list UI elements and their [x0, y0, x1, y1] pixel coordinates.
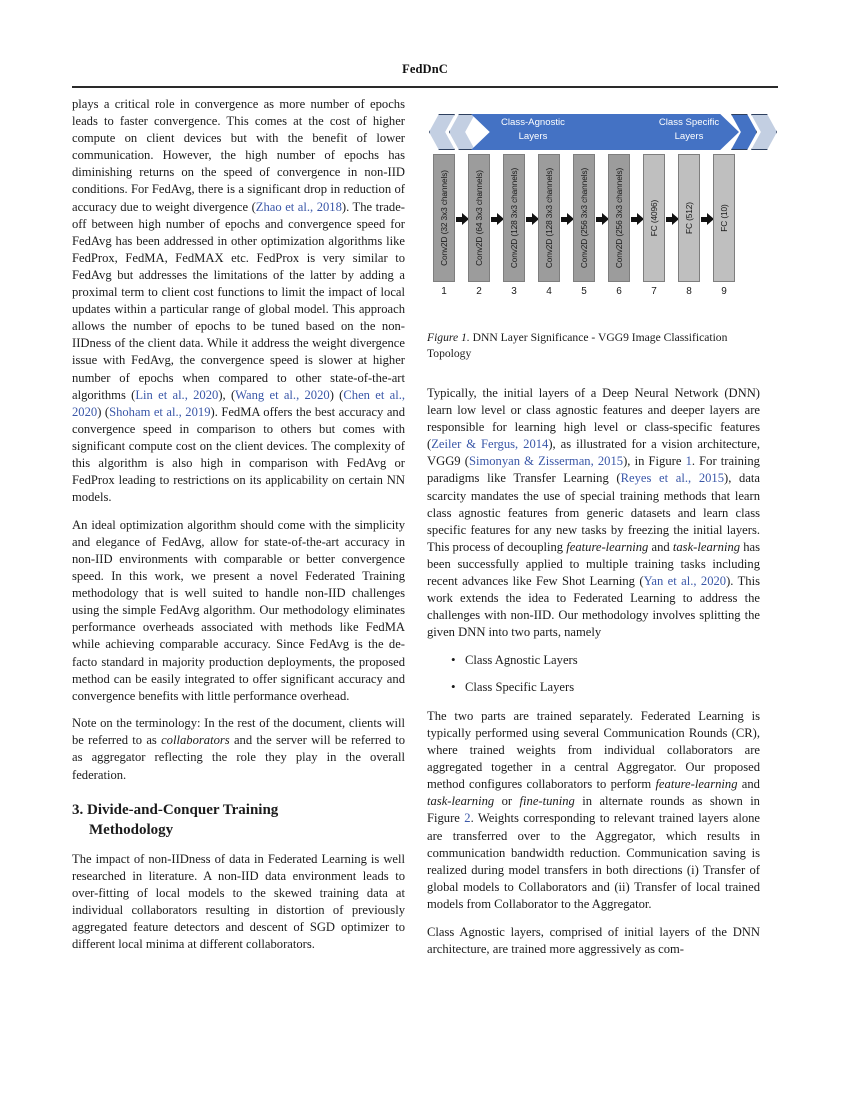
layer-label: Conv2D (128 3x3 channels): [544, 167, 554, 269]
layer-index-2: 2: [476, 286, 482, 297]
layer-box-7: [643, 154, 665, 282]
layer-box-4: [538, 154, 560, 282]
body-text: has been successfully applied to multiple training tasks including recent advances like Few Shot Learning (: [427, 539, 761, 589]
left-column-paragraphs-after-heading: [72, 851, 405, 954]
layer-index-6: 6: [616, 286, 622, 297]
layer-label: Conv2D (256 3x3 channels): [614, 167, 624, 269]
body-text: ) (: [97, 404, 110, 419]
body-text: Class Agnostic layers, comprised of initial layers of the DNN architecture, are trained more aggressively as com-: [427, 924, 760, 956]
citation-link[interactable]: Zhao et al., 2018: [255, 199, 342, 214]
body-text: . Weights corresponding to relevant trained layers alone are transferred over to the Aggregator, which results in communication bandwidth reduction. Communication saving is realized during model transfers in both directions (i) Transfer of global models to Collaborators and (ii) Transfer of local trained models from Collaborator to the Aggregator.: [427, 811, 761, 911]
emphasis-text: task-learning: [672, 539, 741, 554]
emphasis-text: collaborators: [161, 733, 230, 748]
layer-box-8: [678, 154, 700, 282]
paragraph: [72, 96, 405, 506]
banner-label-class-specific: Class Specific Layers: [658, 117, 720, 142]
figure-caption-text: DNN Layer Significance - VGG9 Image Classification Topology: [427, 331, 728, 360]
section-title-line2: Methodology: [89, 821, 174, 838]
body-text: ), in Figure: [623, 454, 686, 469]
body-text: in alternate rounds as shown in Figure: [427, 794, 760, 826]
figure-layer-indices: [427, 286, 775, 304]
header-rule: [72, 86, 778, 88]
body-text: An ideal optimization algorithm should come with the simplicity and elegance of FedAvg, allow for state-of-the-art accuracy in non-IID environments with comparable or better convergence speed. In this work, we present a novel Federated Training methodology that is well suited to handle non-IID challenges using the simple FedAvg algorithm. Our methodology eliminates performance overheads associated with methods like FedMA while achieving comparable accuracy. Since FedAvg is the de-facto standard in majority production deployments, the proposed method can be easily integrated to offer significant accuracy and convergence benefits with little performance overhead.: [72, 517, 405, 703]
body-text: Typically, the initial layers of a Deep Neural Network (DNN) learn low level or class agnostic features and deeper layers are responsible for learning high level or class-specific features (: [427, 386, 760, 452]
body-text: ), (: [218, 387, 236, 402]
list-item: • Class Specific Layers: [465, 679, 760, 696]
citation-link[interactable]: 2: [464, 811, 471, 826]
section-heading: [72, 800, 405, 840]
right-column-paragraphs-after-bullets: [427, 708, 760, 958]
paragraph: [72, 517, 405, 705]
citation-link[interactable]: Reyes et al., 2015: [620, 471, 725, 486]
layer-label: Conv2D (64 3x3 channels): [474, 170, 484, 266]
layer-label: Conv2D (32 3x3 channels): [439, 170, 449, 266]
layer-box-2: [468, 154, 490, 282]
right-column-paragraphs: [427, 385, 760, 641]
layer-label: FC (512): [684, 202, 694, 234]
figure-canvas: [427, 104, 775, 314]
citation-link[interactable]: 1: [685, 454, 692, 469]
figure-1: [427, 104, 775, 314]
citation-link[interactable]: Lin et al., 2020: [135, 387, 219, 402]
paragraph: [427, 924, 760, 958]
emphasis-text: feature-learning: [655, 777, 738, 792]
layer-index-1: 1: [441, 286, 447, 297]
section-title-line1: Divide-and-Conquer Training: [87, 801, 279, 818]
layer-index-7: 7: [651, 286, 657, 297]
body-text: and: [648, 539, 673, 554]
citation-link[interactable]: Wang et al., 2020: [235, 387, 330, 402]
list-item: • Class Agnostic Layers: [465, 652, 760, 669]
citation-link[interactable]: Shoham et al., 2019: [109, 404, 211, 419]
layer-box-9: [713, 154, 735, 282]
body-text: and: [737, 777, 760, 792]
layer-index-4: 4: [546, 286, 552, 297]
layer-label: Conv2D (128 3x3 channels): [509, 167, 519, 269]
citation-link[interactable]: Simonyan & Zisserman, 2015: [468, 454, 624, 469]
banner-label-class-agnostic: Class-Agnostic Layers: [501, 117, 565, 142]
running-header-title: FedDnC: [402, 62, 448, 76]
paragraph: [72, 851, 405, 954]
layer-box-1: [433, 154, 455, 282]
layer-label: FC (10): [719, 204, 729, 232]
left-column: [72, 96, 405, 964]
emphasis-text: task-learning: [427, 794, 495, 809]
figure-caption: [427, 330, 767, 361]
emphasis-text: fine-tuning: [519, 794, 575, 809]
body-text: and the server will be referred to as aggregator reflecting the role they play in the overall federation.: [72, 733, 405, 782]
figure-caption-number: Figure 1.: [427, 331, 470, 344]
body-text: or: [494, 794, 520, 809]
citation-link[interactable]: Yan et al., 2020: [643, 574, 727, 589]
layer-label: Conv2D (256 3x3 channels): [579, 167, 589, 269]
paragraph: [72, 715, 405, 783]
left-column-paragraphs: [72, 96, 405, 784]
body-text: ). FedMA offers the best accuracy and convergence speed in comparison to others but comes with significant compute cost on the client devices. The complexity of this algorithm is also high in comparison with FedAvg or FedProx leading to restrictions on its applicability on certain NN models.: [72, 404, 405, 505]
body-text: Note on the terminology: In the rest of the document, clients will be referred to as: [72, 716, 405, 748]
figure-banner: [427, 112, 775, 152]
layer-box-3: [503, 154, 525, 282]
right-column: [427, 385, 760, 968]
body-text: The impact of non-IIDness of data in Federated Learning is well researched in literature. A non-IID data environment leads to over-fitting of local models to the skewed training data at individual collaborators resulting in distortion of previously aggregated feature detectors and descent of SGD optimizer to different local minima at different collaborators.: [72, 851, 405, 952]
citation-link[interactable]: Zeiler & Fergus, 2014: [431, 437, 549, 452]
layer-index-3: 3: [511, 286, 517, 297]
chevron-left-inner-icon: [449, 114, 475, 150]
layer-label: FC (4096): [649, 199, 659, 237]
body-text: . For training paradigms like Transfer Learning (: [427, 454, 760, 486]
bullet-list: [427, 652, 760, 696]
body-text: ). This work extends the idea to Federated Learning to address the challenges with non-IID. Our methodology involves splitting the given DNN into two parts, namely: [427, 574, 761, 640]
layer-box-5: [573, 154, 595, 282]
figure-layer-boxes: [427, 154, 775, 282]
layer-index-9: 9: [721, 286, 727, 297]
paragraph: [427, 385, 760, 641]
body-text: The two parts are trained separately. Federated Learning is typically performed using several Communication Rounds (CR), where trained weights from individual collaborators are aggregated together in a central Aggregator. Our proposed method configures collaborators to perform: [427, 708, 760, 792]
layer-index-5: 5: [581, 286, 587, 297]
body-text: ), as illustrated for a vision architecture, VGG9 (: [427, 437, 760, 469]
body-text: plays a critical role in convergence as more number of epochs leads to faster convergence. This comes at the cost of higher compute on client devices but with the benefit of lower communication. However, the high number of epochs has diminishing returns on the speed of convergence in non-IID conditions. For FedAvg, there is a significant drop in reduction of accuracy due to weight divergence (: [72, 97, 405, 214]
section-number: 3.: [72, 801, 87, 818]
layer-index-8: 8: [686, 286, 692, 297]
body-text: ). The trade-off between high number of epochs and convergence speed for FedAvg has been addressed in other optimization algorithms like FedProx, FedMA, FedMAX etc. FedProx is very similar to FedAvg but addresses the limitations of the latter by adding a proximal term to client cost functions to limit the impact of local updates within a particular range of global model. This approach allows the number of epochs to be tuned based on the non-IIDness of the client data. While it address the weight divergence issue with FedAvg, the convergence speed is slower at higher number of epochs when compared to other state-of-the-art algorithms (: [72, 199, 406, 402]
body-text: ), data scarcity mandates the use of special training methods that learn class agnostic features from generic datasets and learn class specific features for any new tasks by freezing the initial layers. This process of decoupling: [427, 471, 761, 554]
emphasis-text: feature-learning: [566, 539, 649, 554]
body-text: ) (: [329, 387, 344, 402]
citation-link[interactable]: Chen et al., 2020: [72, 387, 405, 419]
layer-box-6: [608, 154, 630, 282]
paragraph: [427, 708, 760, 913]
